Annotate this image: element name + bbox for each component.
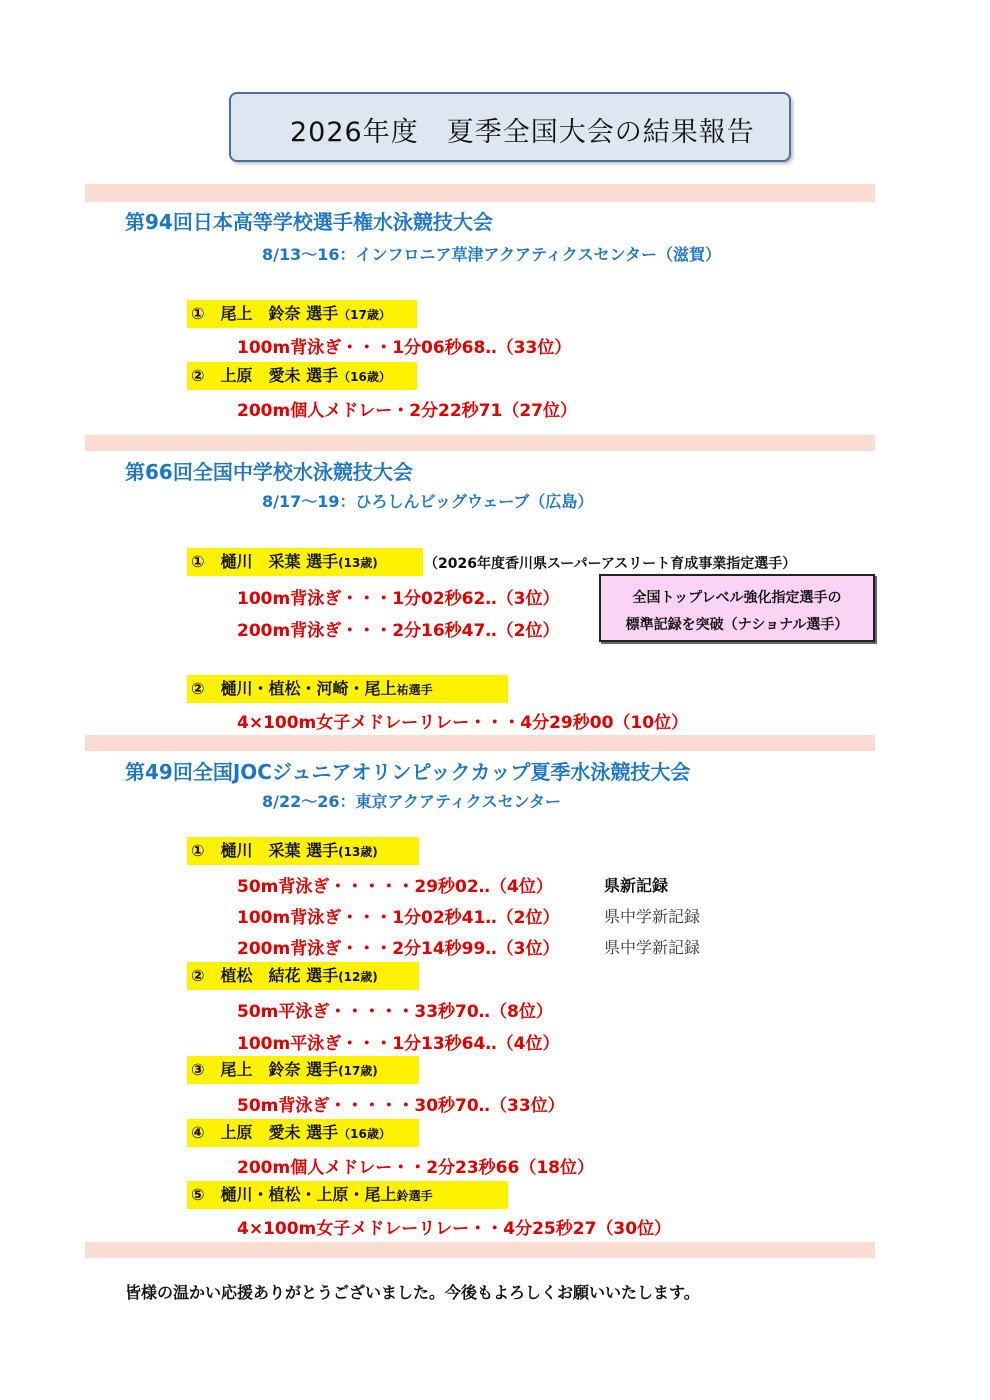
result-line: 200m背泳ぎ・・・2分16秒47‥（2位） <box>237 621 560 641</box>
result-line: 4×100m女子メドレーリレー・・・4分29秒00（10位） <box>237 713 689 733</box>
page-title: 2026年度 夏季全国大会の結果報告 <box>290 117 755 148</box>
section-venue: 8/22～26：東京アクアティクスセンター <box>262 792 561 811</box>
section-venue: 8/17～19：ひろしんビッグウェーブ（広島） <box>262 492 594 511</box>
section-divider <box>85 184 875 202</box>
section-heading: 第94回日本高等学校選手権水泳競技大会 <box>125 210 493 234</box>
result-line: 100m平泳ぎ・・・1分13秒64‥（4位） <box>237 1034 560 1054</box>
athlete-label: ② 植松 結花 選手(12歳) <box>187 962 419 990</box>
result-line: 200m個人メドレー・2分22秒71（27位） <box>237 401 577 421</box>
section-venue: 8/13～16：インフロニア草津アクアティクスセンター（滋賀） <box>262 245 721 264</box>
result-line: 100m背泳ぎ・・・1分02秒62‥（3位） <box>237 589 560 609</box>
athlete-label: ① 尾上 鈴奈 選手（17歳） <box>187 300 417 328</box>
record-note: 県新記録 <box>604 876 669 895</box>
athlete-label: ② 上原 愛未 選手（16歳） <box>187 362 417 390</box>
section-divider <box>85 1242 875 1258</box>
result-line: 200m個人メドレー・・2分23秒66（18位） <box>237 1158 594 1178</box>
section-divider <box>85 735 875 751</box>
result-line: 50m背泳ぎ・・・・・30秒70‥（33位） <box>237 1096 565 1116</box>
athlete-label: ① 樋川 采葉 選手(13歳) <box>187 837 419 865</box>
section-divider <box>85 435 875 451</box>
athlete-label: ③ 尾上 鈴奈 選手(17歳) <box>187 1056 419 1084</box>
athlete-label: ① 樋川 采葉 選手(13歳) <box>187 548 423 576</box>
result-line: 100m背泳ぎ・・・1分06秒68‥（33位） <box>237 338 572 358</box>
athlete-label: ⑤ 樋川・植松・上原・尾上鈴選手 <box>187 1181 508 1209</box>
athlete-label: ④ 上原 愛未 選手（16歳） <box>187 1119 419 1147</box>
section-heading: 第66回全国中学校水泳競技大会 <box>125 460 413 484</box>
section-heading: 第49回全国JOCジュニアオリンピックカップ夏季水泳競技大会 <box>125 760 691 784</box>
record-note: 県中学新記録 <box>604 907 701 926</box>
result-line: 50m背泳ぎ・・・・・29秒02‥（4位） <box>237 877 553 897</box>
closing-message: 皆様の温かい応援ありがとうございました。今後もよろしくお願いいたします。 <box>125 1283 700 1302</box>
athlete-label: ② 樋川・植松・河崎・尾上祐選手 <box>187 675 508 703</box>
designation-note: （2026年度香川県スーパーアスリート育成事業指定選手） <box>424 556 797 572</box>
result-line: 100m背泳ぎ・・・1分02秒41‥（2位） <box>237 908 560 928</box>
record-note: 県中学新記録 <box>604 938 701 957</box>
result-line: 4×100m女子メドレーリレー・・4分25秒27（30位） <box>237 1219 672 1239</box>
result-line: 200m背泳ぎ・・・2分14秒99‥（3位） <box>237 939 560 959</box>
national-standard-badge: 全国トップレベル強化指定選手の 標準記録を突破（ナショナル選手） <box>599 574 875 642</box>
result-line: 50m平泳ぎ・・・・・33秒70‥（8位） <box>237 1002 553 1022</box>
